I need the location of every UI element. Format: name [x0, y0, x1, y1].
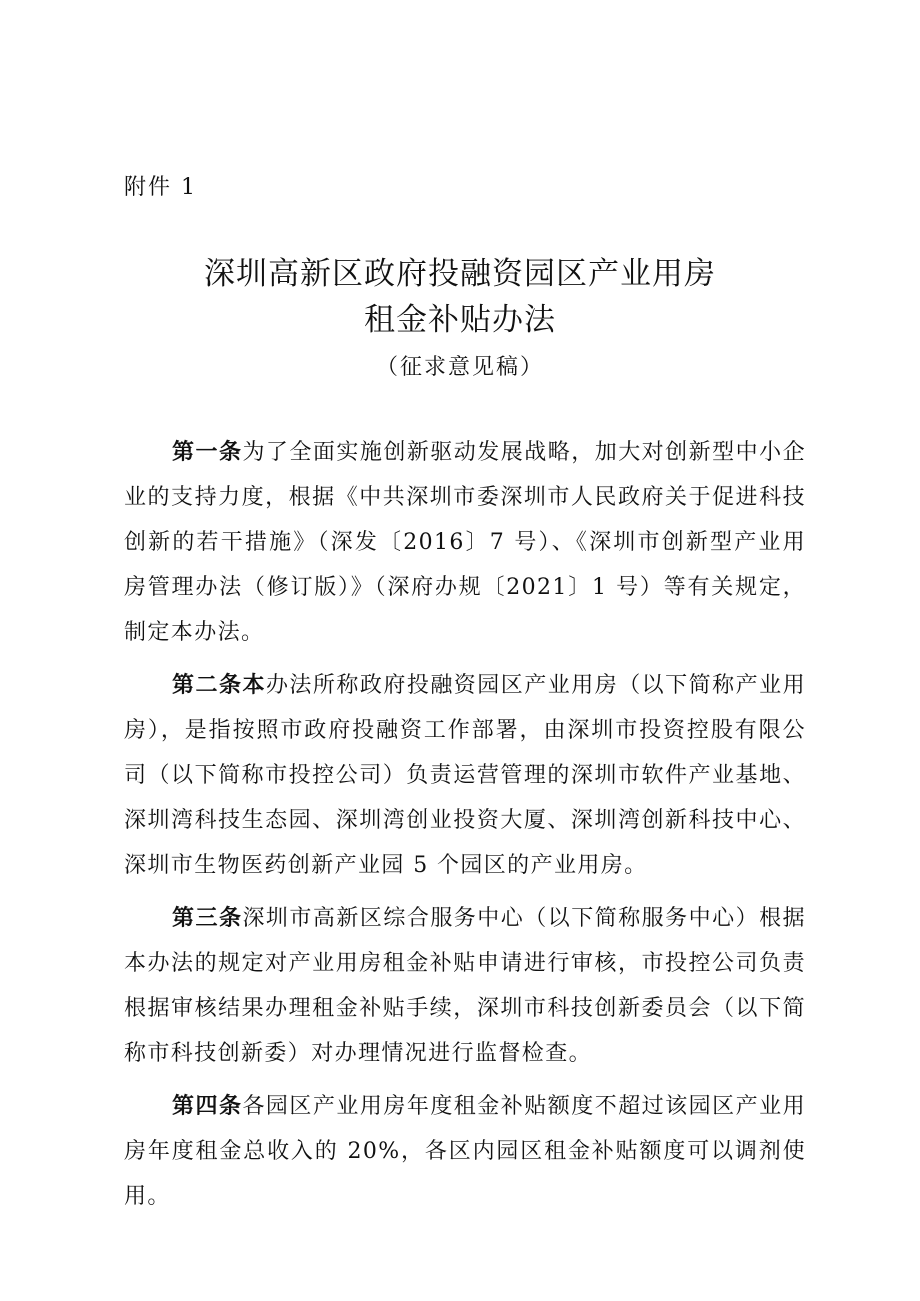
- article-1-heading: 第一条: [172, 440, 243, 465]
- article-4-heading: 第四条: [172, 1094, 243, 1119]
- article-1: [124, 430, 806, 655]
- article-3: [124, 896, 806, 1076]
- article-1-text: 为了全面实施创新驱动发展战略，加大对创新型中小企业的支持力度，根据《中共深圳市委深圳市人民政府关于促进科技创新的若干措施》（深发〔2016〕7 号）、《深圳市创新型产业用房管理办法（修订版）》（深府办规〔2021〕1 号）等有关规定，制定本办法。: [124, 440, 806, 645]
- document-title-line-2: 租金补贴办法: [364, 302, 556, 338]
- document-title-line-1: 深圳高新区政府投融资园区产业用房: [204, 256, 716, 292]
- article-4: [124, 1084, 806, 1219]
- article-2-text: 办法所称政府投融资园区产业用房（以下简称产业用房），是指按照市政府投融资工作部署，由深圳市投资控股有限公司（以下简称市投控公司）负责运营管理的深圳市软件产业基地、深圳湾科技生态园、深圳湾创业投资大厦、深圳湾创新科技中心、深圳市生物医药创新产业园 5 个园区的产业用房。: [124, 673, 806, 878]
- article-4-text: 各园区产业用房年度租金补贴额度不超过该园区产业用房年度租金总收入的 20%，各区内园区租金补贴额度可以调剂使用。: [124, 1094, 806, 1209]
- article-3-heading: 第三条: [172, 906, 243, 931]
- article-2-heading: 第二条本: [172, 673, 266, 698]
- document-subtitle: （征求意见稿）: [375, 355, 544, 380]
- article-3-text: 深圳市高新区综合服务中心（以下简称服务中心）根据本办法的规定对产业用房租金补贴申请进行审核，市投控公司负责根据审核结果办理租金补贴手续，深圳市科技创新委员会（以下简称市科技创新委）对办理情况进行监督检查。: [124, 906, 806, 1066]
- document-body: [124, 430, 806, 1227]
- article-2: [124, 663, 806, 888]
- attachment-label: 附件 1: [124, 175, 197, 200]
